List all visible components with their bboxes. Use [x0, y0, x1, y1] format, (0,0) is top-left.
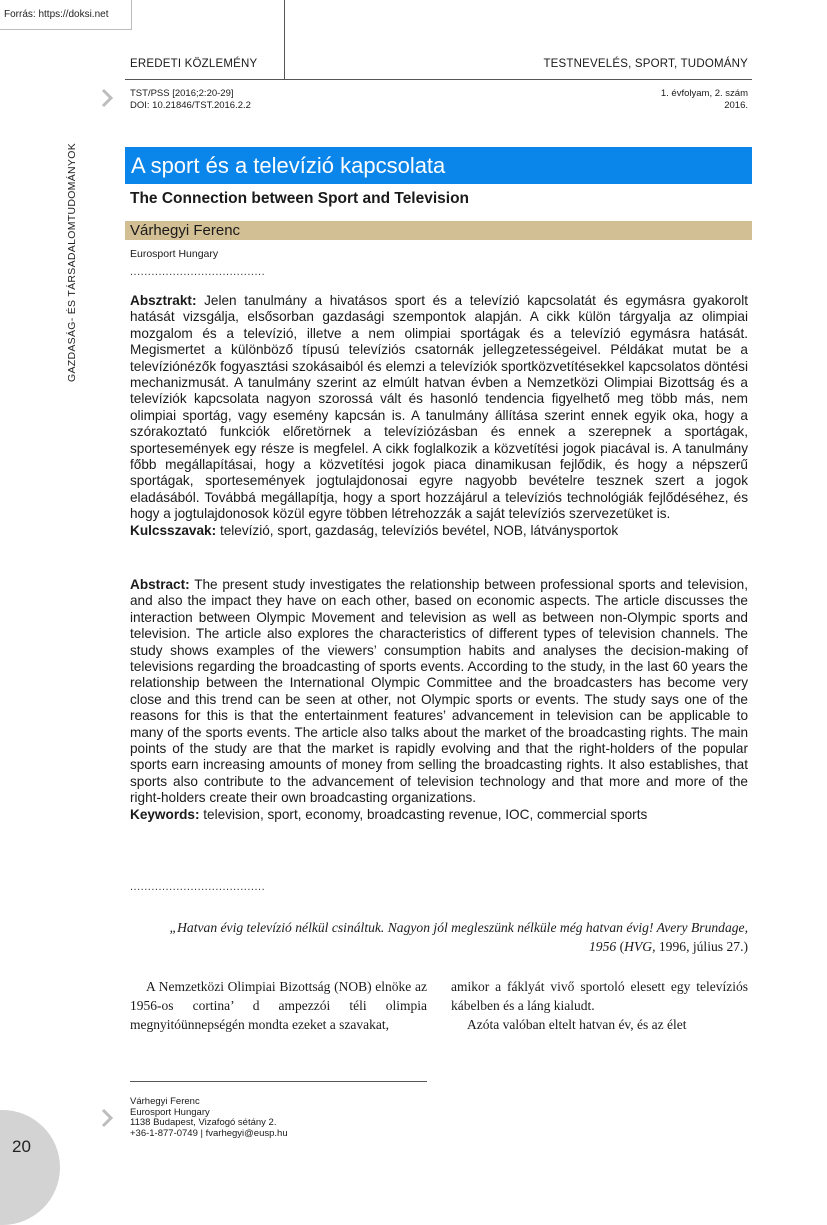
quote-year: 1956 — [589, 939, 617, 954]
header-divider — [284, 0, 285, 80]
abstract-hungarian — [130, 293, 748, 539]
quote-source-date: 1996, július 27.) — [658, 939, 748, 954]
body-paragraph: A Nemzetközi Olimpiai Bizottság (NOB) elnöke az 1956-os cortina’ d ampezzói téli olimpia megnyitóünnepségén mondta ezeket a szavakat, — [130, 979, 427, 1032]
volume-block — [661, 88, 748, 112]
page-number-badge — [0, 1110, 60, 1225]
keywords-hu: televízió, sport, gazdaság, televíziós bevétel, NOB, látványsportok — [219, 522, 619, 538]
separator: ...................................... — [130, 881, 266, 893]
contact-org: Eurosport Hungary — [130, 1106, 210, 1118]
separator: ...................................... — [130, 266, 266, 278]
citation-block — [130, 88, 251, 112]
source-label: Forrás: https://doksi.net — [0, 0, 132, 30]
keywords-en: television, sport, economy, broadcasting revenue, IOC, commercial sports — [203, 806, 648, 822]
article-subtitle: The Connection between Sport and Television — [130, 190, 470, 207]
volume: 1. évfolyam, 2. szám — [660, 88, 748, 99]
year: 2016. — [724, 100, 748, 111]
author-contact — [130, 1097, 288, 1139]
body-column-left — [130, 977, 427, 1034]
contact-address: 1138 Budapest, Vizafogó sétány 2. — [130, 1117, 277, 1128]
journal-name: TESTNEVELÉS, SPORT, TUDOMÁNY — [543, 58, 748, 70]
quote-source-name: HVG, — [624, 939, 656, 954]
article-type: EREDETI KÖZLEMÉNY — [130, 58, 258, 70]
header-rule — [125, 79, 752, 80]
chevron-right-icon — [101, 1108, 113, 1128]
chevron-right-icon — [101, 88, 113, 108]
contact-name: Várhegyi Ferenc — [130, 1096, 200, 1107]
citation: TST/PSS [2016;2:20-29] — [130, 88, 234, 99]
keywords-en-label: Keywords: — [130, 806, 200, 822]
doi: DOI: 10.21846/TST.2016.2.2 — [130, 100, 251, 111]
page-number: 20 — [12, 1137, 31, 1156]
abstract-hu-text: Jelen tanulmány a hivatásos sport és a televízió kapcsolatát és egymásra gyakorolt hatását vizsgálja, elsősorban gazdasági szempontok alapján. A cikk külön tárgyalja az olimpiai mozgalom és a televízió, illetve a nem olimpiai sportágak és a televízió egymásra hatását. Megismertet a különböző típusú televíziós csatornák jellegzetességeivel. Példákat mutat be a televíziónézők fogyasztási szokásaiból és elemzi a televíziók sportközvetítésekkel kapcsolatos döntési mechanizmusát. A tanulmány szerint az elmúlt hatvan évben a Nemzetközi Olimpiai Bizottság és a televíziók kapcsolata nagyon szorossá vált és hasonló tendencia figyelhető meg több más, nem olimpiai sportág, vagy esemény kapcsán is. A tanulmány állítása szerint ennek egyik oka, hogy a szórakoztató funkciók előretörnek a televíziózásban és ennek a szerepnek a sportágak, sportesemények egy része is megfelel. A cikk foglalkozik a közvetítési jogok piacával is. A tanulmány főbb megállapításai, hogy a közvetítési jogok piaca dinamikusan fejlődik, és hogy a népszerű sportágak, sportesemények jogtulajdonosai egyre nagyobb bevételre tesznek szert a jogok eladásából. Továbbá megállapítja, hogy a sport hozzájárul a televíziós technológiák fejlődéséhez, és hogy a jogtulajdonosok közül egyre többen létrehozzák a saját televíziós szervezetüket is. — [130, 293, 748, 522]
author-name: Várhegyi Ferenc — [125, 221, 752, 240]
quote-text: „Hatvan évig televízió nélkül csináltuk. Nagyon jól megleszünk nélküle még hatvan évig! Avery Brundage, — [169, 920, 748, 935]
author-affiliation: Eurosport Hungary — [130, 248, 219, 260]
abstract-en-label: Abstract: — [130, 577, 190, 592]
contact-phone-email: +36-1-877-0749 | fvarhegyi@eusp.hu — [130, 1127, 288, 1139]
body-paragraph: Azóta valóban eltelt hatvan év, és az élet — [467, 1017, 687, 1032]
epigraph-quote — [130, 918, 748, 956]
body-paragraph: amikor a fáklyát vivő sportoló elesett egy televíziós kábelben és a láng kialudt. — [451, 979, 748, 1013]
abstract-en-text: The present study investigates the relationship between professional sports and television, and also the impact they have on each other, based on economic aspects. The article discusses the interaction between Olympic Movement and television as well as between non-Olympic sports and television. The article also explores the characteristics of different types of television channels. The study shows examples of the viewers’ consumption habits and analyses the decision-making of televisions regarding the broadcasting of sports events. According to the study, in the last 60 years the relationship between the International Olympic Committee and the broadcasters has become very close and this trend can be seen at other, not Olympic sports or events. The study says one of the reasons for this is that the entertainment features’ advancement in television can be applicable to many of the sports events. The article also talks about the market of the broadcasting rights. The main points of the study are that the market is rapidly evolving and that the right-holders of the popular sports earn increasing amounts of money from selling the broadcasting rights. It also establishes, that sports also contribute to the advancement of television technology and that more and more of the right-holders create their own broadcasting organizations. — [130, 577, 749, 806]
abstract-english — [130, 577, 748, 823]
body-column-right — [451, 977, 748, 1034]
keywords-hu-label: Kulcsszavak: — [130, 522, 217, 538]
abstract-hu-label: Absztrakt: — [130, 293, 197, 308]
article-title: A sport és a televízió kapcsolata — [125, 147, 752, 184]
quote-source-open: ( — [619, 939, 625, 954]
section-sidebar: GAZDASÁG- ÉS TÁRSADALOMTUDOMÁNYOK — [66, 143, 78, 382]
footnote-rule — [130, 1081, 427, 1082]
